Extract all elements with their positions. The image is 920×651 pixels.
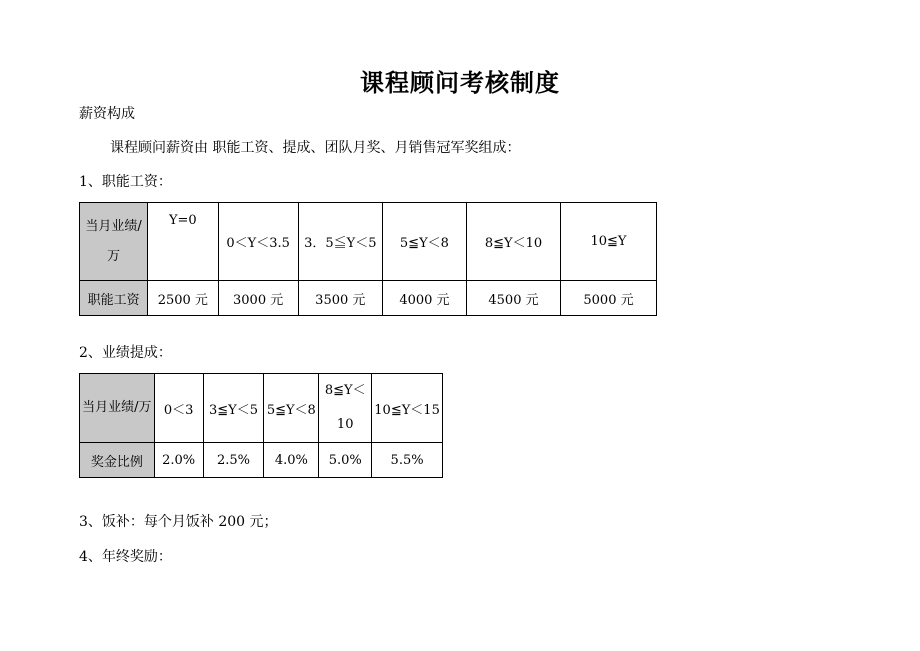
table-cell: 5000 元 — [560, 281, 656, 316]
table-row — [80, 203, 657, 281]
section-2-heading: 2、业绩提成： — [79, 345, 172, 361]
section-heading: 薪资构成 — [79, 106, 135, 122]
row-header-performance: 当月业绩/万 — [80, 374, 155, 443]
commission-table — [79, 373, 443, 478]
page-title: 课程顾问考核制度 — [360, 69, 560, 97]
table-cell: 8≦Y＜10 — [467, 203, 561, 281]
table-cell: 0＜Y＜3.5 — [218, 203, 298, 281]
table-cell: 3000 元 — [218, 281, 298, 316]
row-header-performance: 当月业绩/万 — [80, 203, 148, 281]
table-cell: 3≦Y＜5 — [203, 374, 264, 443]
table-cell: 5≦Y＜8 — [264, 374, 319, 443]
table-cell: 3．5≦Y＜5 — [298, 203, 382, 281]
row-header-bonus-ratio: 奖金比例 — [80, 443, 155, 478]
table-row — [80, 281, 657, 316]
table-cell: 8≦Y＜10 — [319, 374, 372, 443]
table-cell: 10≦Y — [560, 203, 656, 281]
table-cell: 2.5% — [203, 443, 264, 478]
row-header-salary: 职能工资 — [80, 281, 148, 316]
table-cell: 2.0% — [154, 443, 203, 478]
section-3-line: 3、饭补：每个月饭补 200 元； — [79, 514, 278, 530]
table-cell: 4.0% — [264, 443, 319, 478]
table-cell: 0＜3 — [154, 374, 203, 443]
table-cell: 10≦Y＜15 — [372, 374, 443, 443]
table-cell: Y=0 — [148, 203, 218, 281]
table-cell: 3500 元 — [298, 281, 382, 316]
table-cell: 5≦Y＜8 — [382, 203, 466, 281]
section-1-heading: 1、职能工资： — [79, 174, 172, 190]
section-4-heading: 4、年终奖励： — [79, 549, 172, 565]
intro-text: 课程顾问薪资由 职能工资、提成、团队月奖、月销售冠军奖组成： — [110, 140, 521, 156]
table-cell: 2500 元 — [148, 281, 218, 316]
table-cell: 5.5% — [372, 443, 443, 478]
table-cell: 4500 元 — [467, 281, 561, 316]
table-cell: 5.0% — [319, 443, 372, 478]
table-cell: 4000 元 — [382, 281, 466, 316]
table-row — [80, 374, 443, 443]
table-row — [80, 443, 443, 478]
salary-table — [79, 202, 657, 316]
